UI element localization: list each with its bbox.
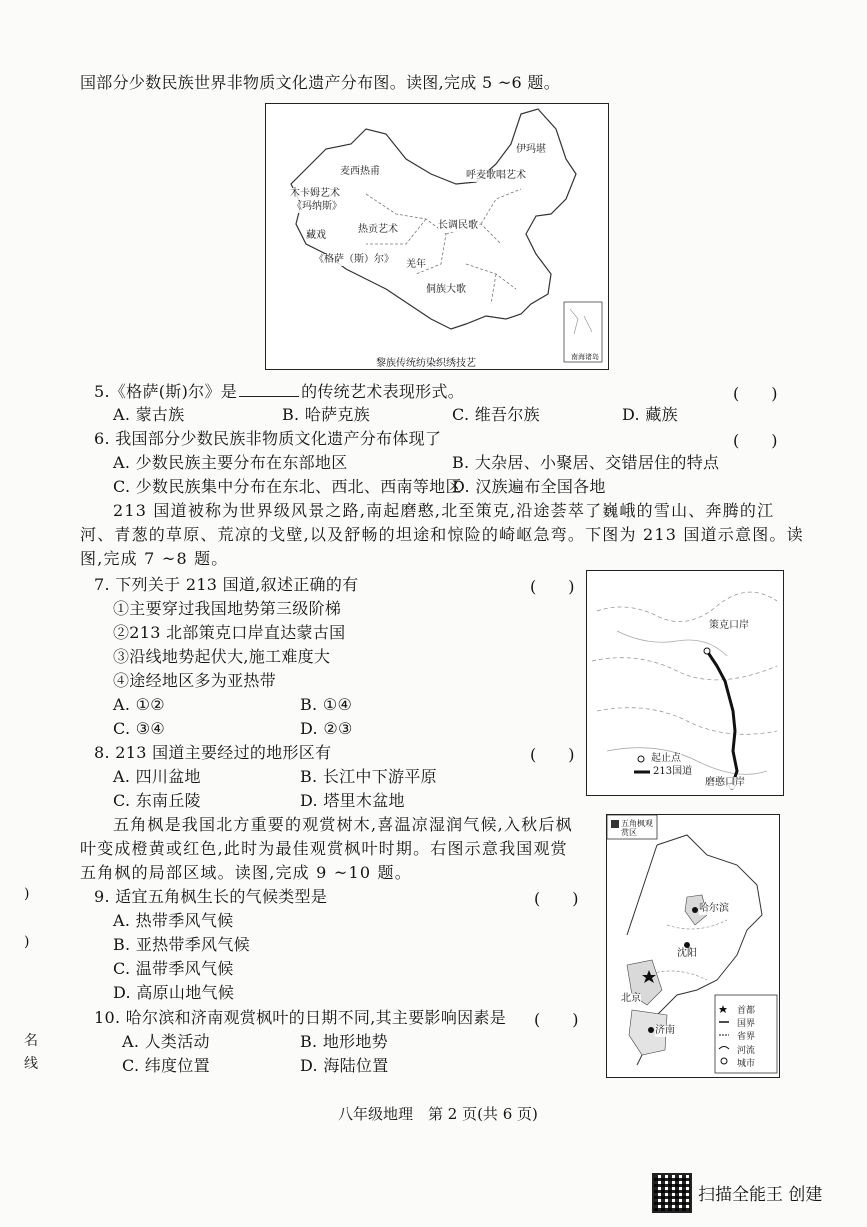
q10-stem: 10. 哈尔滨和济南观赏枫叶的日期不同,其主要影响因素是 [94,1008,507,1027]
qr-code-icon [652,1173,692,1213]
q5-stem-part2: 的传统艺术表现形式。 [301,382,465,401]
legend-provincial-border: 省界 [737,1032,756,1042]
intro-line: 国部分少数民族世界非物质文化遗产分布图。读图,完成 5 ~6 题。 [80,73,561,92]
q7-item-2: ②213 北部策克口岸直达蒙古国 [113,623,346,642]
q10-option-a[interactable]: A. 人类活动 [122,1032,210,1051]
q10-answer-paren[interactable]: ( ) [534,1010,579,1029]
passage3-line3: 五角枫的局部区域。读图,完成 9 ~10 题。 [80,863,412,882]
q7-item-1: ①主要穿过我国地势第三级阶梯 [113,599,342,618]
label-tibetan-opera: 藏戏 [306,230,326,241]
q5-stem [94,381,464,403]
q5-option-c[interactable]: C. 维吾尔族 [452,405,540,424]
legend-capital: 首都 [737,1006,756,1016]
margin-mark-3: 名 [24,1033,38,1049]
label-yimakan: 伊玛堪 [516,144,546,155]
q7-item-4: ④途经地区多为亚热带 [113,671,277,690]
route-213-map [586,570,784,796]
passage2-line2: 河、青葱的草原、荒凉的戈壁,以及舒畅的坦途和惊险的崎岖急弯。下图为 213 国道示意图。读 [80,525,804,544]
q5-stem-part1: 5.《格萨(斯)尔》是 [94,382,238,401]
q8-option-c[interactable]: C. 东南丘陵 [113,791,201,810]
margin-mark-4: 线 [24,1056,38,1072]
label-mohan-port: 磨憨口岸 [705,777,745,788]
label-khoomei: 呼麦歌唱艺术 [466,170,526,181]
q5-blank[interactable] [239,382,299,397]
legend-route-213: 213国道 [653,766,693,777]
label-harbin: 哈尔滨 [699,903,729,914]
label-shenyang: 沈阳 [677,948,697,959]
q6-answer-paren[interactable]: ( ) [733,431,778,450]
q8-answer-paren[interactable]: ( ) [530,745,575,764]
label-qiang-new-year: 羌年 [406,259,426,270]
q5-option-d[interactable]: D. 藏族 [622,405,678,424]
q7-option-b[interactable]: B. ①④ [300,695,353,714]
q6-option-c[interactable]: C. 少数民族集中分布在东北、西北、西南等地区 [113,477,462,496]
label-jinan: 济南 [655,1025,675,1036]
q9-option-b[interactable]: B. 亚热带季风气候 [113,935,250,954]
map3-legend-title: 五角枫观赏区 [621,819,653,837]
q5-answer-paren[interactable]: ( ) [733,384,778,403]
label-regong: 热贡艺术 [358,224,398,235]
q8-option-b[interactable]: B. 长江中下游平原 [300,767,437,786]
label-ceke-port: 策克口岸 [709,620,749,631]
q7-answer-paren[interactable]: ( ) [530,577,575,596]
label-manas: 《玛纳斯》 [292,201,342,212]
q7-stem: 7. 下列关于 213 国道,叙述正确的有 [94,575,359,594]
route-213-outline [587,571,783,795]
q9-answer-paren[interactable]: ( ) [534,889,579,908]
q9-option-c[interactable]: C. 温带季风气候 [113,959,234,978]
legend-endpoint: 起止点 [651,753,681,764]
label-meshrep: 麦西热甫 [340,166,380,177]
q9-option-d[interactable]: D. 高原山地气候 [113,983,235,1002]
page-footer: 八年级地理 第 2 页(共 6 页) [338,1105,538,1123]
map1-caption: 黎族传统纺染织绣技艺 [376,358,476,369]
q6-option-a[interactable]: A. 少数民族主要分布在东部地区 [113,453,348,472]
margin-mark-2: ) [24,934,30,950]
q5-option-a[interactable]: A. 蒙古族 [113,405,185,424]
q6-stem: 6. 我国部分少数民族非物质文化遗产分布体现了 [94,429,442,448]
passage3-line1: 五角枫是我国北方重要的观赏树木,喜温凉湿润气候,入秋后枫 [113,815,573,834]
q7-item-3: ③沿线地势起伏大,施工难度大 [113,647,331,666]
q10-option-b[interactable]: B. 地形地势 [300,1032,389,1051]
legend-national-border: 国界 [737,1019,756,1029]
label-south-china-sea-islands: 南海诸岛 [571,353,599,361]
q8-stem: 8. 213 国道主要经过的地形区有 [94,743,332,762]
label-gesar: 《格萨（斯）尔》 [314,254,394,265]
q5-option-b[interactable]: B. 哈萨克族 [282,405,371,424]
q7-option-c[interactable]: C. ③④ [113,719,166,738]
passage2-line1: 213 国道被称为世界级风景之路,南起磨憨,北至策克,沿途荟萃了巍峨的雪山、奔腾的江 [113,501,775,520]
q8-option-a[interactable]: A. 四川盆地 [113,767,201,786]
q6-option-d[interactable]: D. 汉族遍布全国各地 [452,477,606,496]
q7-option-d[interactable]: D. ②③ [300,719,353,738]
q8-option-d[interactable]: D. 塔里木盆地 [300,791,405,810]
q10-option-d[interactable]: D. 海陆位置 [300,1056,389,1075]
q9-option-a[interactable]: A. 热带季风气候 [113,911,234,930]
legend-city: 城市 [737,1059,756,1069]
q9-stem: 9. 适宜五角枫生长的气候类型是 [94,887,328,906]
label-muqam: 木卡姆艺术 [290,188,340,199]
label-dong-grand-song: 侗族大歌 [426,284,466,295]
q7-option-a[interactable]: A. ①② [113,695,165,714]
passage2-line3: 图,完成 7 ~8 题。 [80,549,229,568]
scanner-watermark: 扫描全能王 创建 [698,1185,823,1205]
maple-viewing-map [606,814,780,1078]
legend-river: 河流 [737,1046,756,1056]
margin-mark-1: ) [24,886,30,902]
q6-option-b[interactable]: B. 大杂居、小聚居、交错居住的特点 [452,453,720,472]
q10-option-c[interactable]: C. 纬度位置 [122,1056,210,1075]
passage3-line2: 叶变成橙黄或红色,此时为最佳观赏枫叶时期。右图示意我国观赏 [80,839,568,858]
label-beijing: 北京 [621,993,641,1004]
label-urtiin-duu: 长调民歌 [438,220,478,231]
minority-heritage-map [265,103,609,370]
